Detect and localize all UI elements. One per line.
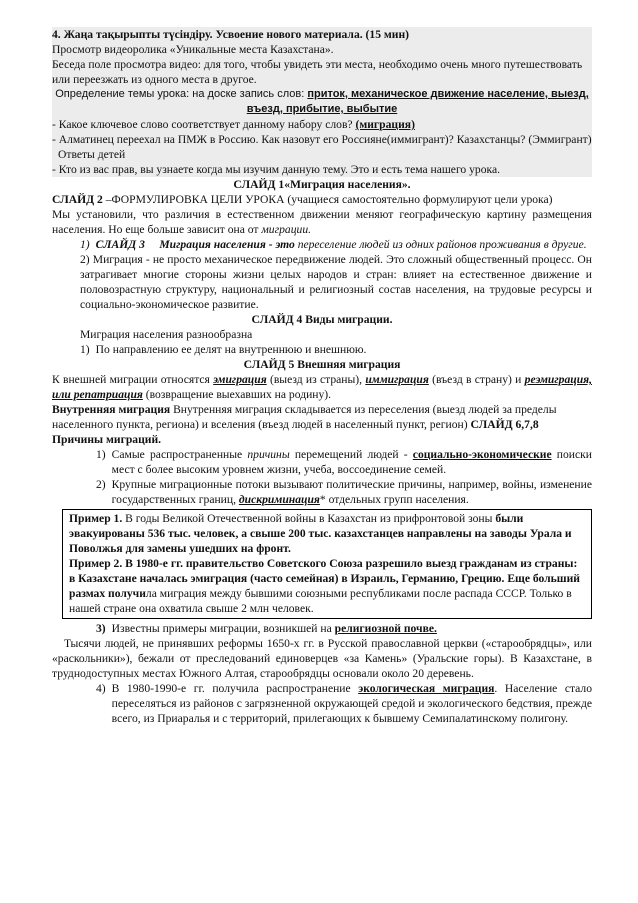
internal-migration-paragraph: Внутренняя миграция Внутренняя миграция складывается из переселения (выезд людей за пределы населенного пункта, региона) и вселения (въезд людей в населенный пункт, регион) СЛАЙД 6,7,8 Причины миграций. <box>52 403 557 446</box>
migration-diverse: Миграция населения разнообразна <box>80 328 253 341</box>
cause-item-1: 1) Самые распространенные причины перемещений людей - социально-экономические поиски мест с более высоким уровнем жизни, учеба, воссоединение семей. <box>96 448 592 476</box>
direction-item: 1) По направлению ее делят на внутреннюю и внешнюю. <box>80 343 367 356</box>
slide-5-heading: СЛАЙД 5 Внешняя миграция <box>243 358 401 371</box>
key-word-question: - Какое ключевое слово соответствует данному набору слов? (миграция) <box>52 118 415 131</box>
shaded-block <box>52 42 592 177</box>
board-words: приток, механическое движение население, выезд, въезд, прибытие, выбытие <box>246 88 589 115</box>
example-2: Пример 2. В 1980-е гг. правительство Советского Союза разрешило выезд гражданам из страны: в Казахстане началась эмиграция (часто семейная) в Израиль, Германию, Грецию. Еще больший размах получила миграция между бывшими союзными республиками после распада СССР. Только в нашей стране она охватила свыше 2 млн человек. <box>69 557 580 615</box>
example-1: Пример 1. В годы Великой Отечественной войны в Казахстан из прифронтовой зоны были эвакуированы 536 тыс. человек, а свыше 200 тыс. казахстанцев направлены на заводы Урала и Поволжья для замены ушедших на фронт. <box>69 512 572 555</box>
migration-definition: переселение людей из одних районов проживания в другие. <box>294 238 587 251</box>
cause-item-4: 4) В 1980-1990-е гг. получила распространение экологическая миграция. Население стало переселяться из районов с загрязненной окружающей средой и экологического бедствия, прежде всего, из Приаралья и с территорий, прилегающих к бывшему Семипалатинскому полигону. <box>96 682 593 725</box>
slide-3-label: СЛАЙД 3 <box>95 238 145 251</box>
list-item-1: 1) СЛАЙД 3 Миграция населения - это переселение людей из одних районов проживания в другие. <box>80 238 587 251</box>
video-line: Просмотр видеоролика «Уникальные места Казахстана». <box>52 43 334 56</box>
topic-definition-line: Определение темы урока: на доске запись слов: приток, механическое движение население, выезд, въезд, прибытие, выбытие <box>55 88 589 115</box>
discussion-line: Беседа поле просмотра видео: для того, чтобы увидеть эти места, необходимо очень много путешествовать или переезжать из одного места в другое. <box>52 58 583 86</box>
cause-item-3: 3) Известны примеры миграции, возникшей на религиозной почве. <box>96 622 437 635</box>
intro-paragraph: Мы установили, что различия в естественном движении меняют географическую картину размещения населения. Но еще больше зависит она от миграции. <box>52 208 592 236</box>
section-header: 4. Жаңа тақырыпты түсіндіру. Усвоение нового материала. (15 мин) <box>52 27 592 42</box>
lesson-page <box>52 27 592 726</box>
migration-term: Миграция населения - это <box>159 238 295 251</box>
slide-6-8-heading: СЛАЙД 6,7,8 Причины миграций. <box>52 418 539 446</box>
key-word-answer: (миграция) <box>355 118 415 131</box>
cause-item-2: 2) Крупные миграционные потоки вызывают политические причины, например, войны, изменение государственных границ, дискриминация* отдельных групп населения. <box>96 478 592 506</box>
children-answers: Ответы детей <box>58 148 126 161</box>
topic-closing-line: - Кто из вас прав, вы узнаете когда мы изучим данную тему. Это и есть тема нашего урока. <box>52 163 500 176</box>
slide-2-line: СЛАЙД 2 –ФОРМУЛИРОВКА ЦЕЛИ УРОКА (учащиеся самостоятельно формулируют цели урока) <box>52 193 553 206</box>
external-migration-paragraph: К внешней миграции относятся эмиграция (выезд из страны), иммиграция (въезд в страну) и реэмиграция, или репатриация (возвращение выехавших на родину). <box>52 373 593 401</box>
slide-4-heading: СЛАЙД 4 Виды миграции. <box>251 313 393 326</box>
examples-box <box>62 509 592 619</box>
slide-1-heading: СЛАЙД 1«Миграция населения». <box>233 178 411 191</box>
old-believers-paragraph: Тысячи людей, не принявших реформы 1650-х гг. в Русской православной церкви («старообрядцы», или «раскольники»), бежали от преследований единоверцев «за Камень» (Уральские горы). В Казахстане, в труднодоступных местах Южного Алтая, старообрядцы основали около 20 деревень. <box>52 637 592 680</box>
almaty-question: - Алматинец переехал на ПМЖ в Россию. Как назовут его Россияне(иммигрант)? Казахстанцы? (Эммигрант) <box>52 133 592 146</box>
list-item-2: 2) Миграция - не просто механическое передвижение людей. Это сложный общественный процесс. Он затрагивает многие стороны жизни целых народов и стран: влияет на естественное движение и половозрастную структуру, национальный и религиозный состав населения, на трудовые ресурсы и социально-экономическое развитие. <box>80 253 592 311</box>
